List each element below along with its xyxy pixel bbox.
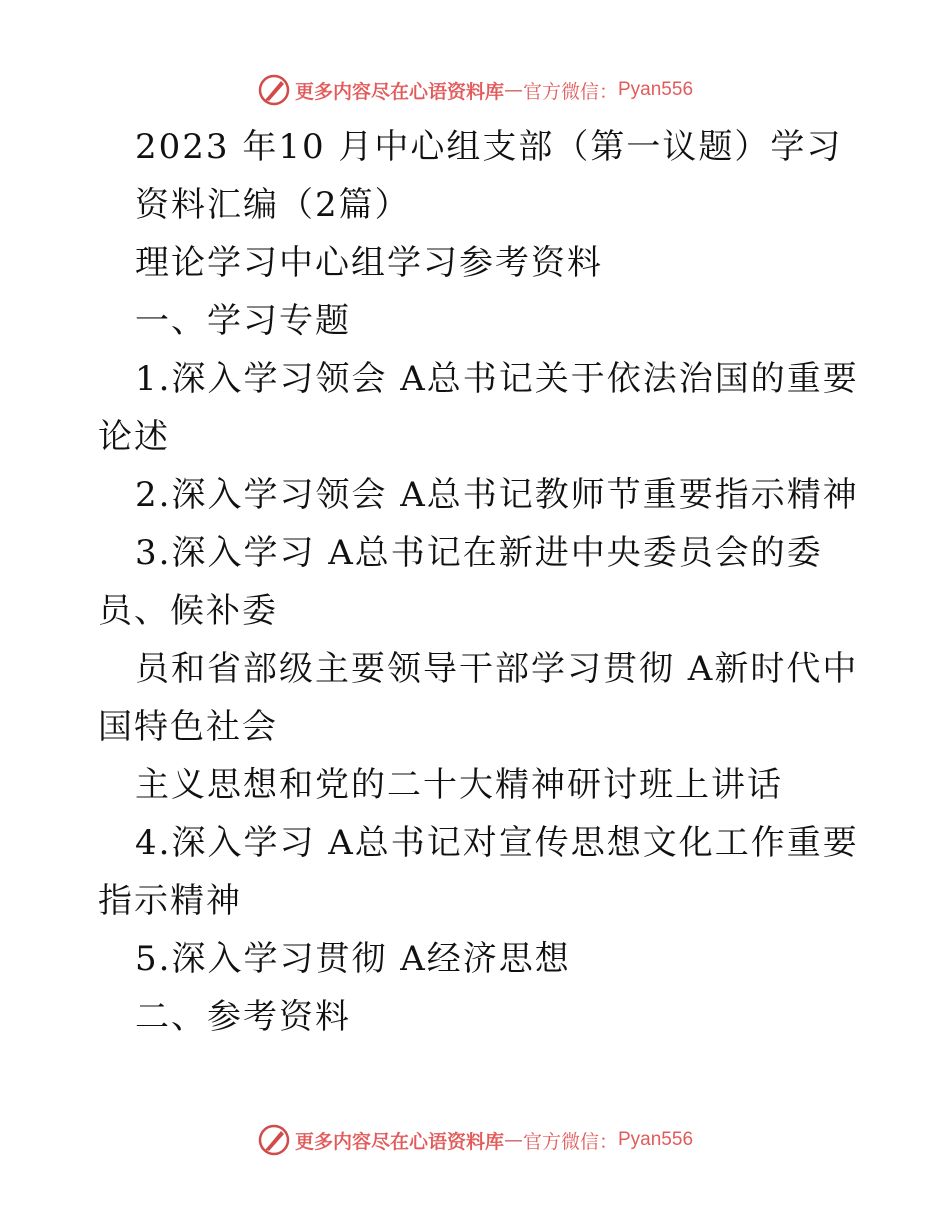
list-item-3: 3.深入学习 A总书记在新进中央委员会的委 — [135, 533, 823, 573]
footer-watermark-banner — [0, 1120, 950, 1160]
list-item-1-cont: 论述 — [98, 417, 170, 457]
doc-subtitle: 理论学习中心组学习参考资料 — [135, 243, 603, 283]
banner-wechat-id: Pyan556 — [618, 79, 694, 100]
banner-wechat-label: 官方微信： — [522, 1130, 618, 1153]
list-item-4: 4.深入学习 A总书记对宣传思想文化工作重要 — [135, 823, 859, 863]
doc-title-line-1: 2023 年10 月中心组支部（第一议题）学习 — [135, 127, 843, 167]
banner-separator: — — [503, 79, 523, 101]
banner-wechat-label: 官方微信： — [522, 80, 618, 103]
doc-title-line-2: 资料汇编（2篇） — [135, 185, 411, 225]
list-item-3-cont-2: 员和省部级主要领导干部学习贯彻 A新时代中 — [135, 649, 859, 689]
document-body — [98, 118, 859, 1046]
list-item-3-cont-1: 员、候补委 — [98, 591, 278, 631]
section-heading-1: 一、学习专题 — [135, 301, 351, 341]
banner-slogan: 更多内容尽在心语资料库 — [294, 80, 504, 103]
banner-separator: — — [503, 1129, 523, 1151]
header-watermark-banner — [0, 70, 950, 110]
list-item-1: 1.深入学习领会 A总书记关于依法治国的重要 — [135, 359, 859, 399]
list-item-4-cont: 指示精神 — [98, 881, 242, 921]
list-item-5: 5.深入学习贯彻 A经济思想 — [135, 939, 571, 979]
list-item-3-cont-4: 主义思想和党的二十大精神研讨班上讲话 — [135, 765, 783, 805]
banner-slogan: 更多内容尽在心语资料库 — [294, 1130, 504, 1153]
section-heading-2: 二、参考资料 — [135, 997, 351, 1037]
list-item-2: 2.深入学习领会 A总书记教师节重要指示精神 — [135, 475, 859, 515]
banner-wechat-id: Pyan556 — [618, 1129, 694, 1150]
quill-pen-logo-icon — [257, 73, 291, 107]
list-item-3-cont-3: 国特色社会 — [98, 707, 278, 747]
quill-pen-logo-icon — [257, 1123, 291, 1157]
